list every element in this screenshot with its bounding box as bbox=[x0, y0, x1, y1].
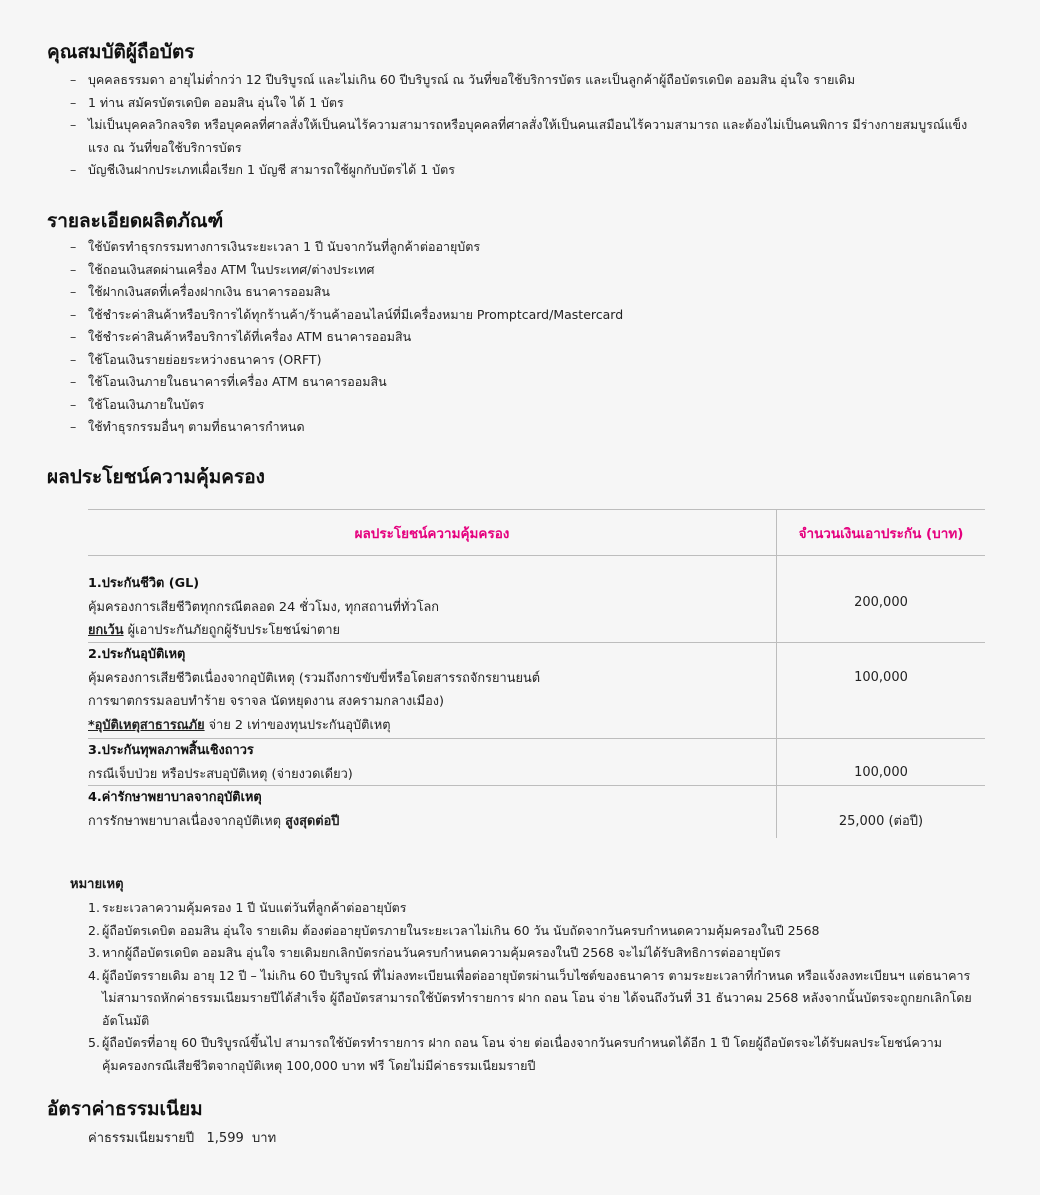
note-text: ระยะเวลาความคุ้มครอง 1 ปี นับแต่วันที่ลูกค้าต่ออายุบัตร bbox=[102, 900, 407, 915]
list-item: – ใช้โอนเงินภายในบัตร bbox=[70, 394, 1000, 417]
list-item bbox=[88, 965, 972, 1033]
table-row bbox=[88, 556, 985, 643]
benefits-title: ผลประโยชน์ความคุ้มครอง bbox=[47, 466, 265, 488]
note-text: จ่าย 2 เท่าของทุนประกันอุบัติเหตุ bbox=[204, 717, 391, 733]
note-text: ผู้ถือบัตรที่อายุ 60 ปีบริบูรณ์ขึ้นไป สามารถใช้บัตรทำรายการ ฝาก ถอน โอน จ่าย ต่อเนื่องจากวันครบกำหนดได้อีก 1 ปี โดยผู้ถือบัตรจะได้รับผลประโยชน์ความคุ้มครองกรณีเสียชีวิตจากอุบัติเหตุ 100,000 บาท ฟรี โดยไม่มีค่าธรรมเนียมรายปี bbox=[102, 1035, 942, 1073]
note-number: 1. bbox=[88, 900, 100, 915]
row-desc: กรณีเจ็บป่วย หรือประสบอุบัติเหตุ (จ่ายงวดเดียว) bbox=[88, 766, 353, 782]
list-item bbox=[88, 942, 988, 965]
row-amount: 25,000 (ต่อปี) bbox=[838, 814, 924, 829]
annual-fee: ค่าธรรมเนียมรายปี 1,599 บาท bbox=[88, 1131, 277, 1146]
exception-label: ยกเว้น bbox=[88, 623, 124, 638]
note-label: *อุบัติเหตุสาธารณภัย bbox=[88, 717, 205, 733]
list-item: – ใช้โอนเงินภายในธนาคารที่เครื่อง ATM ธนาคารออมสิน bbox=[70, 371, 1000, 394]
note-number: 2. bbox=[88, 922, 100, 938]
notes-list bbox=[88, 897, 988, 1077]
note-text: ผู้ถือบัตรเดบิต ออมสิน อุ่นใจ รายเดิม ต้องต่ออายุบัตรภายในระยะเวลาไม่เกิน 60 วัน นับถัดจากวันครบกำหนดความคุ้มครองในปี 2568 bbox=[102, 922, 820, 938]
note-number: 4. bbox=[88, 967, 100, 983]
table-header bbox=[88, 509, 985, 556]
list-item bbox=[88, 1032, 972, 1077]
list-item: – ใช้ถอนเงินสดผ่านเครื่อง ATM ในประเทศ/ต่างประเทศ bbox=[70, 259, 1000, 282]
row-desc: คุ้มครองการเสียชีวิตเนื่องจากอุบัติเหตุ (รวมถึงการขับขี่หรือโดยสารรถจักรยานยนต์ bbox=[88, 670, 541, 686]
table-row bbox=[88, 739, 985, 786]
row-amount: 100,000 bbox=[854, 670, 908, 685]
list-item: – ใช้โอนเงินรายย่อยระหว่างธนาคาร (ORFT) bbox=[70, 349, 1000, 372]
row-amount: 100,000 bbox=[854, 765, 908, 780]
row-heading: 2.ประกันอุบัติเหตุ bbox=[88, 647, 186, 662]
table-row bbox=[88, 786, 985, 838]
row-heading: 4.ค่ารักษาพยาบาลจากอุบัติเหตุ bbox=[88, 790, 262, 805]
list-item: – ใช้ทำธุรกรรมอื่นๆ ตามที่ธนาคารกำหนด bbox=[70, 416, 1000, 439]
exception-text: ผู้เอาประกันภัยถูกผู้รับประโยชน์ฆ่าตาย bbox=[123, 623, 341, 638]
qualifications-list bbox=[70, 69, 1000, 182]
fees-title: อัตราค่าธรรมเนียม bbox=[47, 1098, 203, 1120]
notes-title: หมายเหตุ bbox=[70, 877, 124, 892]
product-list bbox=[70, 236, 1000, 439]
benefits-table bbox=[88, 509, 985, 838]
list-item: – ไม่เป็นบุคคลวิกลจริต หรือบุคคลที่ศาลสั่งให้เป็นคนไร้ความสามารถหรือบุคคลที่ศาลสั่งให้เป็นคนเสมือนไร้ความสามารถ และต้องไม่เป็นคนพิการ มีร่างกายสมบูรณ์แข็งแรง ณ วันที่ขอใช้บริการบัตร bbox=[70, 114, 968, 159]
row-heading: 3.ประกันทุพลภาพสิ้นเชิงถาวร bbox=[88, 743, 254, 758]
row-desc: การรักษาพยาบาลเนื่องจากอุบัติเหตุ bbox=[88, 813, 286, 829]
note-number: 5. bbox=[88, 1035, 100, 1050]
list-item: – 1 ท่าน สมัครบัตรเดบิต ออมสิน อุ่นใจ ได้ 1 บัตร bbox=[70, 92, 1000, 115]
row-heading: 1.ประกันชีวิต (GL) bbox=[88, 576, 200, 591]
list-item bbox=[88, 920, 988, 943]
header-amount: จำนวนเงินเอาประกัน (บาท) bbox=[798, 525, 964, 542]
list-item: – ใช้บัตรทำธุรกรรมทางการเงินระยะเวลา 1 ปี นับจากวันที่ลูกค้าต่ออายุบัตร bbox=[70, 236, 1000, 259]
row-desc-bold: สูงสุดต่อปี bbox=[285, 813, 340, 829]
header-benefit: ผลประโยชน์ความคุ้มครอง bbox=[354, 525, 510, 542]
note-text: หากผู้ถือบัตรเดบิต ออมสิน อุ่นใจ รายเดิมยกเลิกบัตรก่อนวันครบกำหนดความคุ้มครองในปี 2568 จะไม่ได้รับสิทธิการต่ออายุบัตร bbox=[102, 945, 781, 960]
list-item: – ใช้ชำระค่าสินค้าหรือบริการได้ที่เครื่อง ATM ธนาคารออมสิน bbox=[70, 326, 1000, 349]
list-item: – บุคคลธรรมดา อายุไม่ต่ำกว่า 12 ปีบริบูรณ์ และไม่เกิน 60 ปีบริบูรณ์ ณ วันที่ขอใช้บริการบัตร และเป็นลูกค้าผู้ถือบัตรเดบิต ออมสิน อุ่นใจ รายเดิม bbox=[70, 69, 1000, 92]
list-item bbox=[88, 897, 988, 920]
list-item: – ใช้ชำระค่าสินค้าหรือบริการได้ทุกร้านค้า/ร้านค้าออนไลน์ที่มีเครื่องหมาย Promptcard/Mastercard bbox=[70, 304, 1000, 327]
product-title: รายละเอียดผลิตภัณฑ์ bbox=[47, 210, 224, 232]
note-number: 3. bbox=[88, 945, 100, 960]
row-desc: การฆาตกรรมลอบทำร้าย จราจล นัดหยุดงาน สงครามกลางเมือง) bbox=[88, 694, 445, 709]
qualifications-title: คุณสมบัติผู้ถือบัตร bbox=[47, 41, 195, 63]
table-row bbox=[88, 643, 985, 739]
row-desc: คุ้มครองการเสียชีวิตทุกกรณีตลอด 24 ชั่วโมง, ทุกสถานที่ทั่วโลก bbox=[88, 599, 440, 615]
row-amount: 200,000 bbox=[854, 595, 908, 610]
note-text: ผู้ถือบัตรรายเดิม อายุ 12 ปี – ไม่เกิน 60 ปีบริบูรณ์ ที่ไม่ลงทะเบียนเพื่อต่ออายุบัตรผ่านเว็บไซต์ของธนาคาร ตามระยะเวลาที่กำหนด หรือแจ้งลงทะเบียนฯ แต่ธนาคารไม่สามารถหักค่าธรรมเนียมรายปีได้สำเร็จ ผู้ถือบัตรสามารถใช้บัตรทำรายการ ฝาก ถอน โอน จ่าย ได้จนถึงวันที่ 31 ธันวาคม 2568 หลังจากนั้นบัตรจะถูกยกเลิกโดยอัตโนมัติ bbox=[102, 967, 972, 1028]
list-item: – ใช้ฝากเงินสดที่เครื่องฝากเงิน ธนาคารออมสิน bbox=[70, 281, 1000, 304]
list-item: – บัญชีเงินฝากประเภทเผื่อเรียก 1 บัญชี สามารถใช้ผูกกับบัตรได้ 1 บัตร bbox=[70, 159, 1000, 182]
